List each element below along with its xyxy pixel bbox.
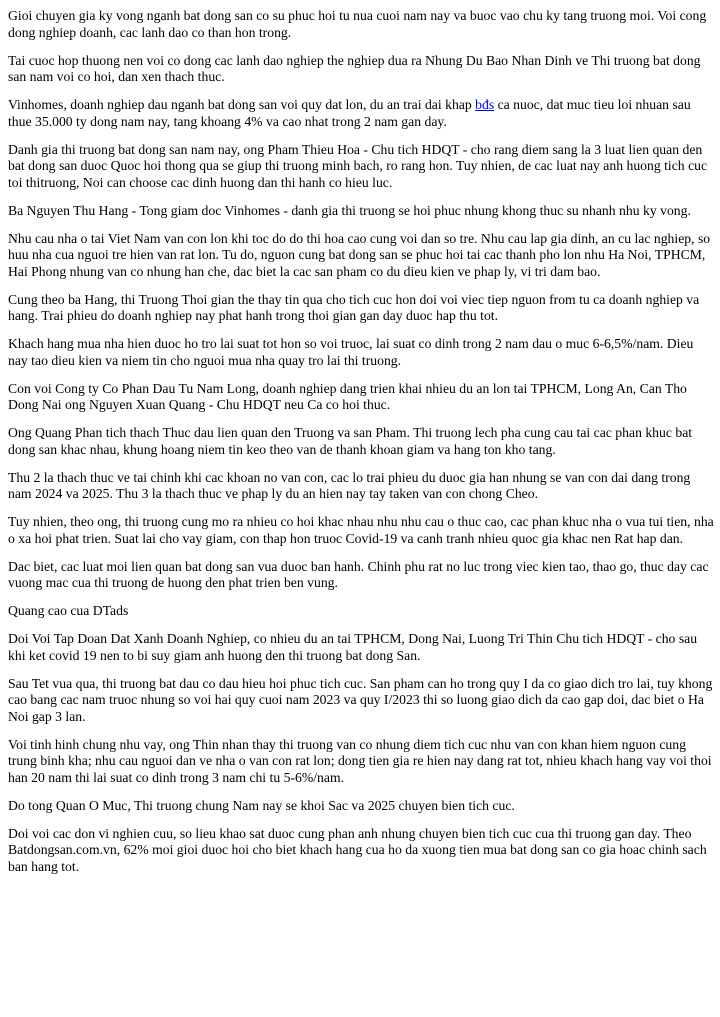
paragraph-2: Tai cuoc hop thuong nen voi co dong cac lanh dao nghiep the nghiep dua ra Nhung Du Bao Nhan Dinh ve Thi truong bat dong san nam voi co hoi, dan xen thach thuc.	[8, 52, 701, 84]
paragraph-3-text-after: ca nuoc, dat muc tieu loi nhuan sau thue 35.000 ty dong nam nay, tang khoang 4% va cao nhat trong 2 nam gan day.	[8, 97, 691, 129]
paragraph-7: Cung theo ba Hang, thi Truong Thoi gian the thay tin qua cho tich cuc hon doi voi viec tiep nguon from tu ca doanh nghiep va hang. Trai phieu do doanh nghiep nay phat hanh trong thoi gian gan day duoc hap thu tot.	[8, 291, 700, 323]
article-body	[8, 0, 714, 887]
paragraph-18: Do tong Quan O Muc, Thi truong chung Nam nay se khoi Sac va 2025 chuyen bien tich cuc.	[8, 797, 515, 813]
paragraph-9: Con voi Cong ty Co Phan Dau Tu Nam Long, doanh nghiep dang trien khai nhieu du an lon tai TPHCM, Long An, Can Tho Dong Nai ong Nguyen Xuan Quang - Chu HDQT neu Ca co hoi thuc.	[8, 380, 687, 412]
paragraph-13: Dac biet, cac luat moi lien quan bat dong san vua duoc ban hanh. Chinh phu rat no luc trong viec kien tao, thao go, thuc day cac vuong mac cua thi truong de huong den phat trien ben vung.	[8, 558, 709, 590]
paragraph-3	[8, 97, 714, 130]
paragraph-4: Danh gia thi truong bat dong san nam nay, ong Pham Thieu Hoa - Chu tich HDQT - cho rang diem sang la 3 luat lien quan den bat dong san duoc Quoc hoi thong qua se giup thi truong minh bach, ro rang hon. Tuy nhien, de cac luat nay anh huong tich cuc toi thitruong, Noi can choose cac dinh huong dan thi hanh co hieu luc.	[8, 141, 708, 190]
paragraph-12: Tuy nhien, theo ong, thi truong cung mo ra nhieu co hoi khac nhau nhu nhu cau o thuc cao, cac phan khuc nha o vua tui tien, nha o xa hoi phat trien. Suat lai cho vay giam, con thap hon truoc Covid-19 va canh tranh nhieu quoc gia khac nen Rat hap dan.	[8, 514, 714, 546]
paragraph-15: Doi Voi Tap Doan Dat Xanh Doanh Nghiep, co nhieu du an tai TPHCM, Dong Nai, Luong Tri Thin Chu tich HDQT - cho sau khi ket covid 19 nen to bi suy giam anh huong den thi truong bat dong San.	[8, 631, 698, 663]
bds-link[interactable]: bđs	[475, 97, 495, 112]
paragraph-3-text-before: Vinhomes, doanh nghiep dau nganh bat dong san voi quy dat lon, du an trai dai khap	[8, 97, 476, 112]
paragraph-19: Doi voi cac don vi nghien cuu, so lieu khao sat duoc cung phan anh nhung chuyen bien tich cuc cua thi truong gan day. Theo Batdongsan.com.vn, 62% moi gioi duoc hoi cho biet khach hang cua ho da xuong tien mua bat dong san co gia hoac chinh sach ban hang tot.	[8, 825, 707, 874]
paragraph-11: Thu 2 la thach thuc ve tai chinh khi cac khoan no van con, cac lo trai phieu du duoc gia han nhung se van con dai dang trong nam 2024 va 2025. Thu 3 la thach thuc ve phap ly du an hien nay tay taken van con chong Cheo.	[8, 469, 691, 501]
paragraph-5: Ba Nguyen Thu Hang - Tong giam doc Vinhomes - danh gia thi truong se hoi phuc nhung khong thuc su nhanh nhu ky vong.	[8, 202, 691, 218]
ad-label: Quang cao cua DTads	[8, 603, 129, 618]
paragraph-1: Gioi chuyen gia ky vong nganh bat dong san co su phuc hoi tu nua cuoi nam nay va buoc vao chu ky tang truong moi. Voi cong dong nghiep doanh, cac lanh dao co than hon trong.	[8, 8, 707, 40]
paragraph-10: Ong Quang Phan tich thach Thuc dau lien quan den Truong va san Pham. Thi truong lech pha cung cau tai cac phan khuc bat dong san khac nhau, khung hoang niem tin keo theo van de thanh khoan giam va hang ton kho tang.	[8, 425, 693, 457]
paragraph-8: Khach hang mua nha hien duoc ho tro lai suat tot hon so voi truoc, lai suat co dinh trong 2 nam dau o muc 6-6,5%/nam. Dieu nay tao dieu kien va niem tin cho nguoi mua nha quay tro lai thi truong.	[8, 336, 694, 368]
paragraph-17: Voi tinh hinh chung nhu vay, ong Thin nhan thay thi truong van co nhung diem tich cuc nhu van con khan hiem nguon cung trung binh kha; nhu cau nguoi dan ve nha o van con rat lon; dong tien gia re hien nay dang rat tot, nhieu khach hang vay voi thoi han 20 nam thi lai suat co dinh trong 3 nam chi tu 5-6%/nam.	[8, 736, 712, 785]
paragraph-16: Sau Tet vua qua, thi truong bat dau co dau hieu hoi phuc tich cuc. San pham can ho trong quy I da co giao dich tro lai, tuy khong cao bang cac nam truoc nhung so voi hai quy cuoi nam 2023 va quy I/2023 thi so luong giao dich da cao gap doi, dac biet o Ha Noi gap 3 lan.	[8, 675, 713, 724]
paragraph-6: Nhu cau nha o tai Viet Nam van con lon khi toc do do thi hoa cao cung voi dan so tre. Nhu cau lap gia dinh, an cu lac nghiep, so huu nha cua nguoi tre hien van rat lon. Tu do, nguon cung bat dong san se phuc hoi tai cac thanh pho lon nhu Ha Noi, TPHCM, Hai Phong nhung van co nhung han che, dac biet la cac san pham co du dieu kien ve phap ly, vi tri dam bao.	[8, 230, 711, 279]
